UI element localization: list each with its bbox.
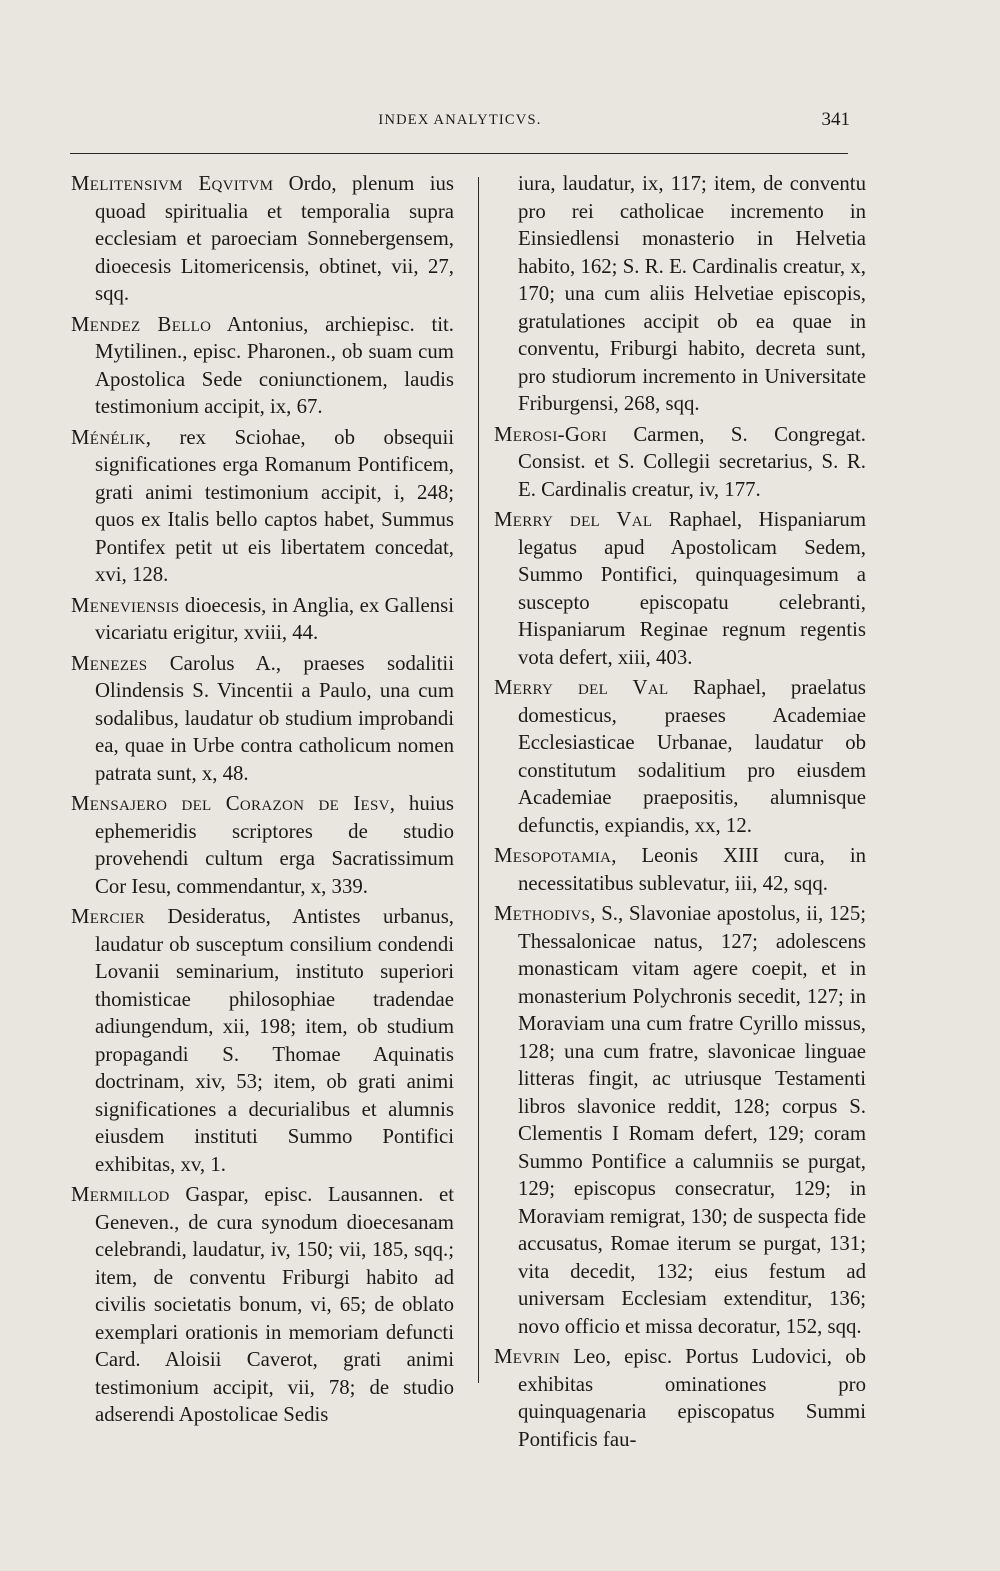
- entry-headword: Melitensivm Eqvitvm: [71, 172, 274, 195]
- index-entry: [71, 1181, 454, 1429]
- entry-text: dioecesis, in Anglia, ex Gallensi vicariatu erigitur, xviii, 44.: [95, 593, 454, 644]
- index-entry: [494, 1343, 866, 1453]
- index-entry: [71, 311, 454, 421]
- entry-text: Desideratus, Antistes urbanus, laudatur ob susceptum consilium condendi Lovanii seminarium, instituto superiori thomisticae philosophiae tradendae adiungendum, xii, 198; item, ob studium propagandi S. Thomae Aquinatis doctrinam, xiv, 53; item, ob grati animi significationes a decurialibus et alumnis eiusdem instituti Summo Pontifici exhibitas, xv, 1.: [95, 905, 454, 1176]
- entry-headword: Menezes: [71, 651, 148, 675]
- index-entry: [71, 903, 454, 1178]
- entry-text: , S., Slavoniae apostolus, ii, 125; Thessalonicae natus, 127; adolescens monasticam vitam agere coepit, et in monasterium Polychronis secedit, 127; in Moraviam una cum fratre Cyrillo missus, 128; una cum fratre, slavonicae linguae litteras fingit, ac utriusque Testamenti libros slavonice reddit, 128; corpus S. Clementis I Romam defert, 129; coram Summo Pontifice a calumniis se purgat, 129; episcopus consecratur, 129; in Moraviam remigrat, 130; de suspecta fide accusatus, Romae iterum se purgat, 131; vita decedit, 132; eius festum ad universam Ecclesiam extenditur, 136; novo officio et missa decoratur, 152, sqq.: [518, 902, 866, 1338]
- continued-entry-text: iura, laudatur, ix, 117; item, de conventu pro rei catholicae incremento in Einsiedlensi monasterio in Helvetia habito, 162; S. R. E. Cardinalis creatur, x, 170; una cum aliis Helvetiae episcopis, gratulationes accipit ob ea quae in conventu, Friburgi habito, decreta sunt, pro studiorum incremento in Universitate Friburgensi, 268, sqq.: [518, 172, 866, 415]
- entry-headword: Mermillod: [71, 1183, 170, 1206]
- entry-headword: Methodivs: [494, 902, 591, 925]
- index-entry: [494, 421, 866, 504]
- entry-headword: Mercier: [71, 905, 145, 928]
- index-entry: [71, 650, 454, 788]
- index-entry: [71, 592, 454, 647]
- right-column: [494, 170, 866, 1453]
- entry-headword: Merosi-Gori: [494, 422, 607, 446]
- entry-headword: Mesopotamia: [494, 844, 612, 867]
- header-rule: [70, 153, 848, 154]
- index-entry: [494, 900, 866, 1340]
- entry-text: , Leonis XIII cura, in necessitatibus sublevatur, iii, 42, sqq.: [518, 844, 866, 895]
- index-entry: [494, 674, 866, 839]
- left-column: [71, 170, 454, 1429]
- entry-text: , rex Sciohae, ob obsequii significationes erga Romanum Pontificem, grati animi testimonium accipit, i, 248; quos ex Italis bello captos habet, Summus Pontifex petit ut eis libertatem concedat, xvi, 128.: [95, 425, 454, 586]
- entry-text: Carolus A., praeses sodalitii Olindensis S. Vincentii a Paulo, una cum sodalibus, laudatur ob studium improbandi ea, quae in Urbe contra catholicum nomen patrata sunt, x, 48.: [95, 651, 454, 785]
- running-header: [70, 109, 850, 136]
- page-number: 341: [821, 109, 850, 130]
- index-entry: [71, 170, 454, 308]
- entry-text: , huius ephemeridis scriptores de studio provehendi cultum erga Sacratissimum Cor Iesu, commendantur, x, 339.: [95, 792, 454, 898]
- entry-text: Antonius, archiepisc. tit. Mytilinen., episc. Pharonen., ob suam cum Apostolica Sede coniunctionem, laudis testimonium accipit, ix, 67.: [95, 312, 454, 418]
- entry-text: Ordo, plenum ius quoad spiritualia et temporalia supra ecclesiam et paroeciam Sonnebergensem, dioecesis Litomericensis, obtinet, vii, 27, sqq.: [95, 172, 454, 305]
- entry-headword: Merry del Val: [494, 508, 653, 531]
- index-entry: [494, 842, 866, 897]
- entry-headword: Meneviensis: [71, 593, 180, 617]
- entry-text: Leo, episc. Portus Ludovici, ob exhibitas ominationes pro quinquagenaria episcopatus Summi Pontificis fau-: [518, 1345, 866, 1451]
- entry-headword: Mendez Bello: [71, 312, 212, 336]
- entry-text: Raphael, praelatus domesticus, praeses Academiae Ecclesiasticae Urbanae, laudatur ob constitutum sodalitium pro eiusdem Academiae praepositis, alumnisque defunctis, expiandis, xx, 12.: [518, 676, 866, 837]
- entry-text: Raphael, Hispaniarum legatus apud Apostolicam Sedem, Summo Pontifici, quinquagesimum a suscepto episcopatu celebranti, Hispaniarum Reginae regnum regentis vota defert, xiii, 403.: [518, 508, 866, 669]
- index-entry: [71, 424, 454, 589]
- index-entry: [71, 790, 454, 900]
- entry-headword: Mevrin: [494, 1345, 561, 1368]
- entry-text: Gaspar, episc. Lausannen. et Geneven., de cura synodum dioecesanam celebrandi, laudatur, iv, 150; vii, 185, sqq.; item, de conventu Friburgi habito ad civilis societatis bonum, vi, 65; de oblato exemplari orationis in memoriam defuncti Card. Aloisii Caverot, grati animi testimonium accipit, vii, 78; de studio adserendi Apostolicae Sedis: [95, 1183, 454, 1426]
- entry-headword: Merry del Val: [494, 676, 669, 699]
- entry-headword: Mensajero del Corazon de Iesv: [71, 792, 390, 815]
- index-entry: [494, 506, 866, 671]
- entry-text: Carmen, S. Congregat. Consist. et S. Collegii secretarius, S. R. E. Cardinalis creatur, iv, 177.: [518, 422, 866, 501]
- entry-headword: Ménélik: [71, 425, 146, 449]
- running-title: INDEX ANALYTICVS.: [378, 112, 542, 128]
- column-divider: [478, 177, 479, 1383]
